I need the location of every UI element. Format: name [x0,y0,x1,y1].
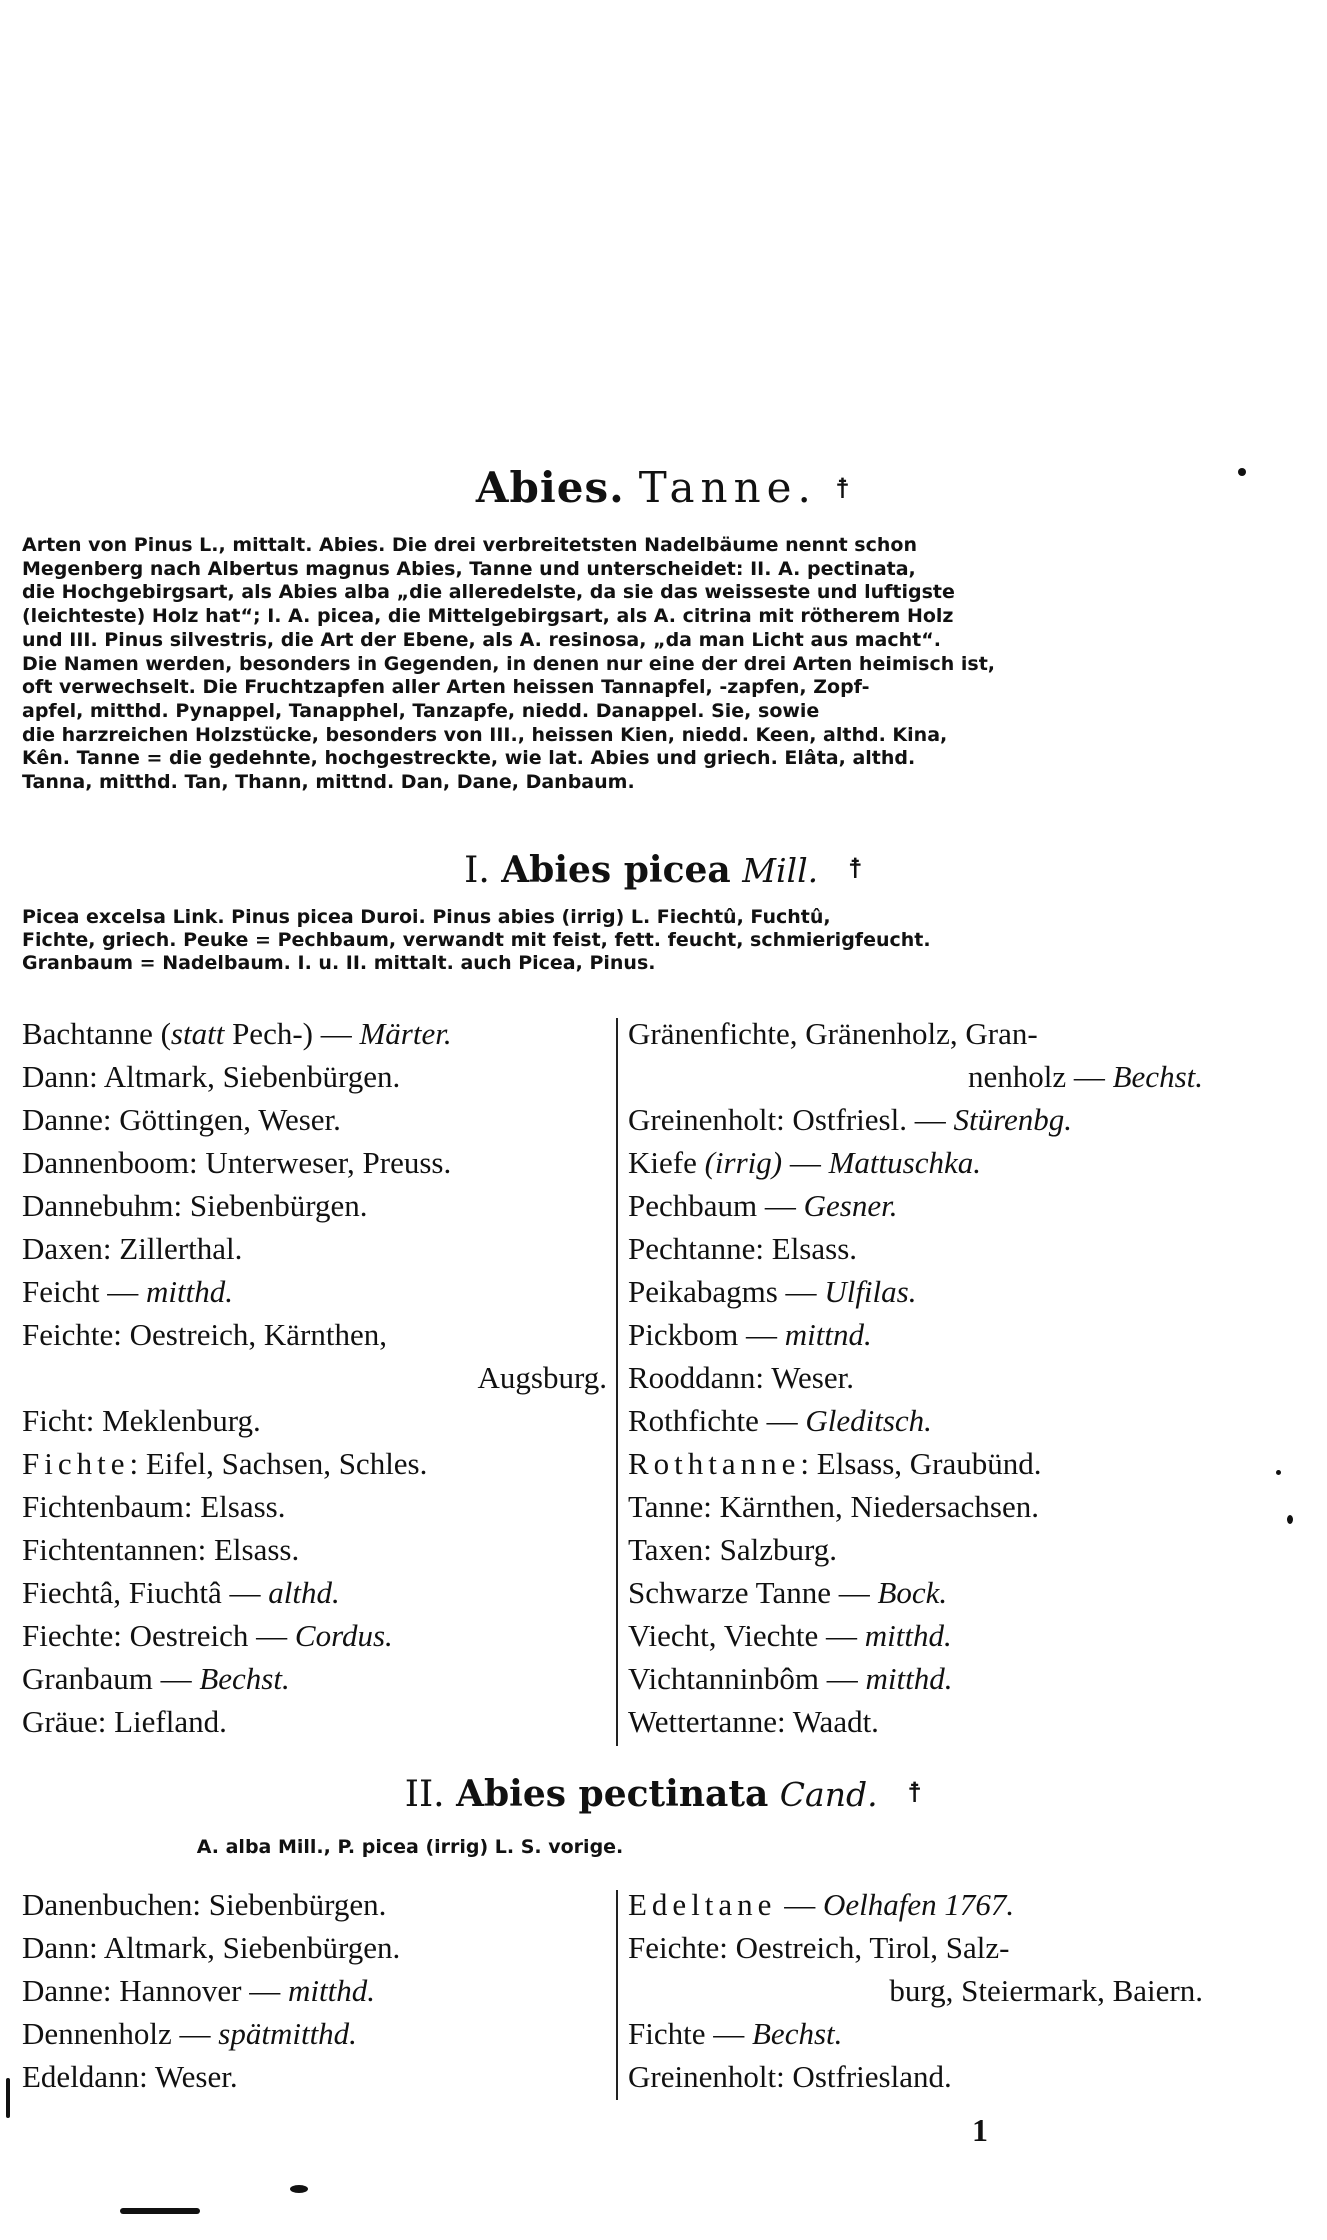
intro-line: Die Namen werden, besonders in Gegenden, in denen nur eine der drei Arten heimisch ist, [22,652,996,675]
entry-source: Bechst. [199,1661,290,1696]
entry-text: Greinenholt: Ostfriesland. [628,2059,952,2094]
entry-source: Cordus. [294,1618,393,1653]
entry-spaced-term: Edeltane [628,1887,777,1922]
intro-line: Tanna, mitthd. Tan, Thann, mittnd. Dan, Dane, Danbaum. [22,771,635,794]
name-entry [22,1614,607,1657]
ink-spot [290,2185,308,2193]
name-entry [628,1098,1203,1141]
name-entry [22,1571,607,1614]
name-entry [628,2055,1203,2098]
section-1-note-line: Picea excelsa Link. Pinus picea Duroi. Pinus abies (irrig) L. Fiechtû, Fuchtû, [22,906,831,928]
name-entry [628,2012,1203,2055]
entry-text: Gräue: Liefland. [22,1704,227,1739]
cross-icon: ☨ [834,472,852,505]
entry-text: : Eifel, Sachsen, Schles. [129,1446,428,1481]
name-entry [22,2055,607,2098]
ink-mark [120,2208,200,2214]
name-entry [22,1227,607,1270]
entry-text: Danne: Göttingen, Weser. [22,1102,341,1137]
name-entry [22,1313,607,1356]
entry-text: Feichte: Oestreich, Tirol, Salz- [628,1930,1010,1965]
section-1-note-line: Granbaum = Nadelbaum. I. u. II. mittalt. auch Picea, Pinus. [22,952,656,974]
entry-text: Pickbom — [628,1317,785,1352]
entry-text: Pechtanne: Elsass. [628,1231,858,1266]
name-entry [628,1227,1203,1270]
entry-text: Danenbuchen: Siebenbürgen. [22,1887,387,1922]
entry-source: Gleditsch. [805,1403,932,1438]
intro-line: und III. Pinus silvestris, die Art der Ebene, als A. resinosa, „da man Licht aus macht“. [22,628,941,651]
title-sub: Tanne. [638,463,817,512]
entry-text: Pech-) — [224,1016,360,1051]
name-entry [628,1141,1203,1184]
entry-text: Schwarze Tanne — [628,1575,878,1610]
name-entry [628,1184,1203,1227]
name-entry [628,1528,1203,1571]
name-entry [628,1926,1203,1969]
name-entry [22,1700,607,1743]
name-entry [628,1055,1203,1098]
entry-text: Bachtanne ( [22,1016,171,1051]
section-2-author: Cand. [779,1775,878,1814]
entry-spaced-term: Rothtanne [628,1446,801,1481]
name-entry [628,1485,1203,1528]
section-1-notes [22,906,1197,975]
entry-text: Fichte — [628,2016,752,2051]
entry-text: burg, Steiermark, Baiern. [889,1973,1203,2008]
entry-text: Feicht — [22,1274,146,1309]
name-entry [628,1356,1203,1399]
entry-source: mitthd. [288,1973,375,2008]
intro-line: Megenberg nach Albertus magnus Abies, Tanne und unterscheidet: II. A. pectinata, [22,557,916,580]
entry-text: nenholz — [967,1059,1113,1094]
ink-spot [1238,468,1246,476]
name-entry [628,1883,1203,1926]
entry-source: Gesner. [803,1188,898,1223]
name-entry [628,1614,1203,1657]
name-entry [22,1356,607,1399]
intro-line: oft verwechselt. Die Fruchtzapfen aller Arten heissen Tannapfel, -zapfen, Zopf- [22,676,870,699]
section-2-note [80,1836,740,1859]
name-entry [22,2012,607,2055]
name-entry [22,1442,607,1485]
column-divider [616,1890,618,2100]
column-divider [616,1018,618,1746]
intro-line: apfel, mitthd. Pynappel, Tanapphel, Tanzapfe, niedd. Danappel. Sie, sowie [22,699,820,722]
entry-text: Greinenholt: Ostfriesl. — [628,1102,954,1137]
entry-text: Ficht: Meklenburg. [22,1403,261,1438]
entry-text: Rooddann: Weser. [628,1360,854,1395]
cross-icon: ☨ [847,852,863,885]
cross-icon: ☨ [907,1776,923,1809]
entry-emphasis: (irrig) [704,1145,783,1180]
title-main: Abies. [475,463,625,512]
entry-source: mittnd. [784,1317,872,1352]
name-entry [22,1055,607,1098]
ink-mark [6,2078,10,2118]
entry-text: Feichte: Oestreich, Kärnthen, [22,1317,387,1352]
entry-text: Daxen: Zillerthal. [22,1231,243,1266]
entry-text: : Elsass, Graubünd. [800,1446,1042,1481]
page-number: 1 [972,2112,988,2148]
intro-line: die harzreichen Holzstücke, besonders von III., heissen Kien, niedd. Keen, althd. Kina, [22,723,948,746]
entry-text: Taxen: Salzburg. [628,1532,838,1567]
section-2-name: Abies pectinata [456,1773,769,1815]
name-entry [22,1270,607,1313]
entry-text: Fichtentannen: Elsass. [22,1532,300,1567]
entry-source: Mattuschka. [828,1145,981,1180]
entry-text: Granbaum — [22,1661,200,1696]
intro-line: Arten von Pinus L., mittalt. Abies. Die drei verbreitetsten Nadelbäume nennt schon [22,534,917,556]
entry-text: — [776,1887,823,1922]
section-1-note-line: Fichte, griech. Peuke = Pechbaum, verwandt mit feist, fett. feucht, schmierigfeucht. [22,929,931,951]
entry-text: — [782,1145,829,1180]
entry-spaced-term: Fichte [22,1446,130,1481]
entry-text: Kiefe [628,1145,705,1180]
entry-source: spätmitthd. [218,2016,357,2051]
entry-source: mitthd. [146,1274,233,1309]
name-entry [22,1399,607,1442]
section-1-name: Abies picea [501,849,731,891]
name-entry [22,1969,607,2012]
name-entry [22,1098,607,1141]
entry-source: mitthd. [865,1661,953,1696]
section-1-right-column [628,1012,1203,1743]
name-entry [628,1571,1203,1614]
section-2-note-text: A. alba Mill., P. picea (irrig) L. S. vorige. [196,1836,624,1858]
entry-text: Pechbaum — [628,1188,804,1223]
section-1-numeral: I. [464,850,490,891]
entry-text: Peikabagms — [628,1274,825,1309]
entry-text: Danne: Hannover — [22,1973,288,2008]
name-entry [22,1926,607,1969]
entry-text: Vichtanninbôm — [628,1661,866,1696]
entry-text: Edeldann: Weser. [22,2059,238,2094]
entry-text: Fiechtâ, Fiuchtâ — [22,1575,269,1610]
name-entry [628,1969,1203,2012]
entry-text: Wettertanne: Waadt. [628,1704,879,1739]
name-entry [22,1141,607,1184]
entry-text: Viecht, Viechte — [628,1618,865,1653]
ink-spot [1287,1515,1293,1524]
entry-source: Märter. [359,1016,452,1051]
entry-source: althd. [268,1575,340,1610]
entry-text: Rothfichte — [628,1403,806,1438]
name-entry [22,1528,607,1571]
name-entry [628,1270,1203,1313]
name-entry [22,1184,607,1227]
entry-emphasis: statt [170,1016,225,1051]
name-entry [22,1883,607,1926]
section-1-left-column [22,1012,607,1743]
entry-source: Ulfilas. [824,1274,917,1309]
entry-text: Gränenfichte, Gränenholz, Gran- [628,1016,1038,1051]
name-entry [22,1485,607,1528]
entry-text: Dannebuhm: Siebenbürgen. [22,1188,368,1223]
section-1-author: Mill. [742,851,819,890]
section-1-heading [0,847,1327,893]
name-entry [22,1657,607,1700]
intro-paragraph [22,534,1197,795]
name-entry [628,1012,1203,1055]
intro-line: Kên. Tanne = die gedehnte, hochgestreckte, wie lat. Abies und griech. Elâta, althd. [22,747,916,770]
entry-text: Dann: Altmark, Siebenbürgen. [22,1059,401,1094]
entry-source: Bock. [877,1575,948,1610]
entry-text: Dann: Altmark, Siebenbürgen. [22,1930,401,1965]
intro-line: (leichteste) Holz hat“; I. A. picea, die Mittelgebirgsart, als A. citrina mit rötherem Holz [22,605,954,628]
entry-source: Bechst. [752,2016,843,2051]
entry-text: Dannenboom: Unterweser, Preuss. [22,1145,452,1180]
name-entry [628,1399,1203,1442]
entry-text: Dennenholz — [22,2016,219,2051]
name-entry [628,1657,1203,1700]
entry-source: mitthd. [864,1618,952,1653]
ink-spot [1276,1470,1281,1475]
entry-source: Stürenbg. [953,1102,1072,1137]
name-entry [22,1012,607,1055]
name-entry [628,1700,1203,1743]
intro-line: die Hochgebirgsart, als Abies alba „die alleredelste, da sie das weisseste und luftigste [22,581,955,604]
section-2-left-column [22,1883,607,2098]
section-2-right-column [628,1883,1203,2098]
entry-source: Oelhafen 1767. [822,1887,1015,1922]
entry-source: Bechst. [1112,1059,1203,1094]
entry-text: Tanne: Kärnthen, Niedersachsen. [628,1489,1039,1524]
name-entry [628,1313,1203,1356]
entry-text: Fiechte: Oestreich — [22,1618,295,1653]
section-2-numeral: II. [404,1774,445,1815]
entry-text: Fichtenbaum: Elsass. [22,1489,286,1524]
section-2-heading [0,1771,1327,1817]
name-entry [628,1442,1203,1485]
entry-text: Augsburg. [477,1360,607,1395]
page-title [0,462,1327,515]
